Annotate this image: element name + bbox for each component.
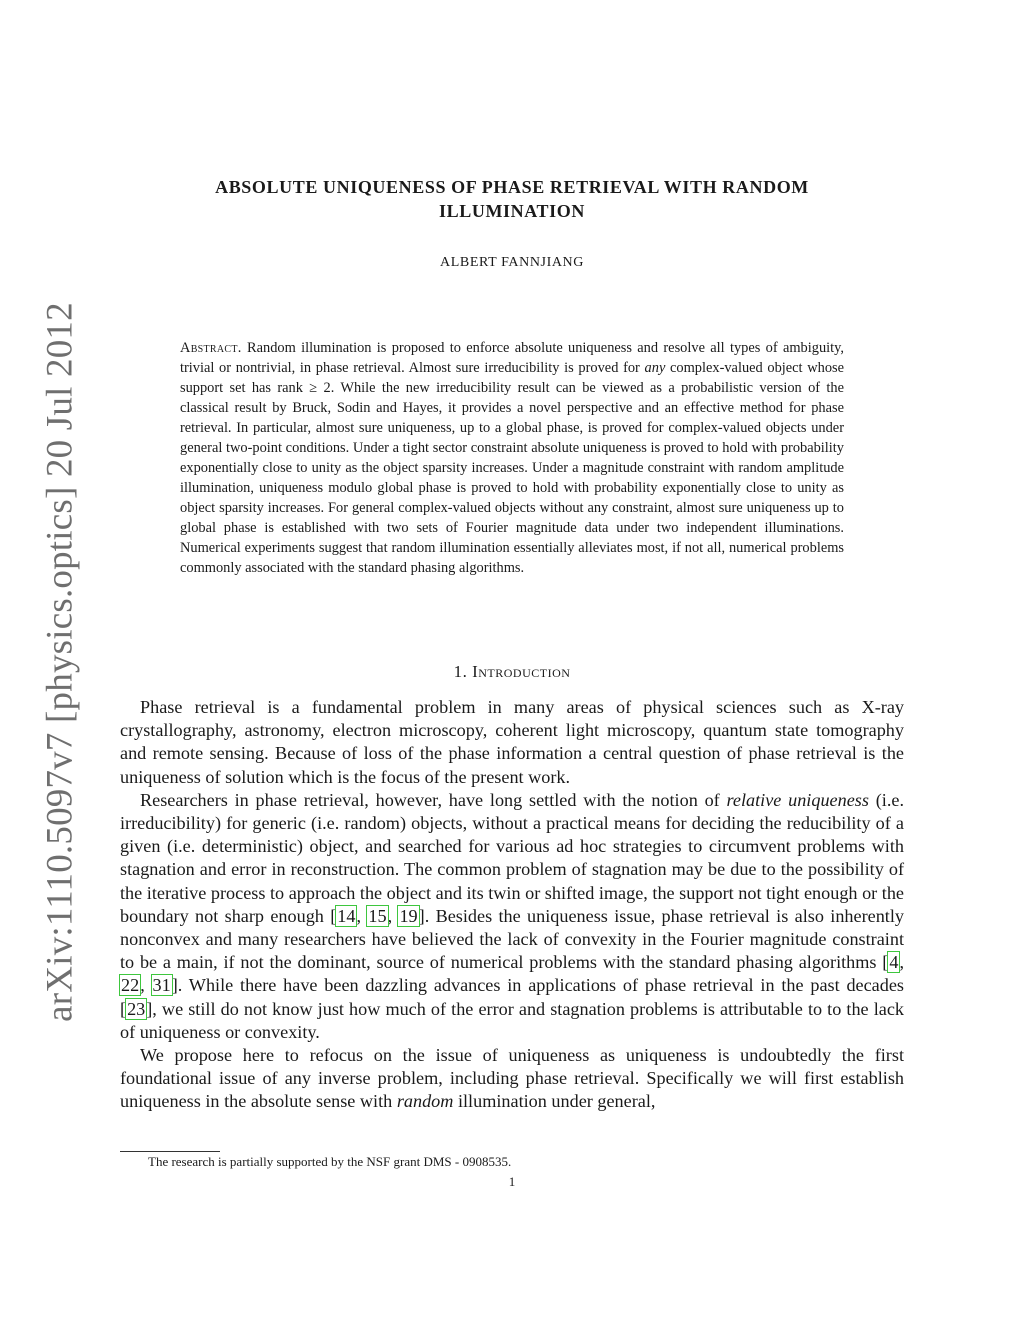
citation-22-link[interactable]: 22 — [121, 975, 140, 996]
paragraph-2 — [120, 789, 904, 1044]
author-name: ALBERT FANNJIANG — [440, 255, 584, 270]
paragraph-2-text-b: (i.e. irreducibility) for generic (i.e. random) objects, without a practical means for deciding the reducibility of a given (i.e. deterministic) object, and searched for various ad hoc strategies to circumvent problems with stagnation and error in reconstruction. The common problem of stagnation may be due to the possibility of the iterative process to approach the object and its twin or shifted image, the support not tight enough or the boundary not sharp enough [ — [120, 789, 904, 926]
paragraph-2-text-d: ]. While there have been dazzling advances in applications of phase retrieval in the past decades [ — [120, 975, 905, 1019]
citation-separator: , — [140, 975, 152, 996]
emphasis-random: random — [396, 1091, 454, 1112]
paragraph-1: Phase retrieval is a fundamental problem in many areas of physical sciences such as X-ray crystallography, astronomy, electron microscopy, coherent light microscopy, quantum state tomography and remote sensing. Because of loss of the phase information a central question of phase retrieval is the uniqueness of solution which is the focus of the present work. — [120, 697, 904, 787]
citation-14-link[interactable]: 14 — [337, 905, 356, 926]
abstract-emphasis-any: any — [644, 360, 666, 376]
citation-separator: , — [387, 905, 399, 926]
title-line-1: ABSOLUTE UNIQUENESS OF PHASE RETRIEVAL WITH RANDOM — [215, 177, 809, 197]
citation-separator: , — [899, 952, 904, 973]
citation-19-link[interactable]: 19 — [399, 905, 418, 926]
citation-23-link[interactable]: 23 — [127, 998, 146, 1019]
citation-separator: , — [356, 905, 368, 926]
introduction-body — [120, 696, 904, 1114]
paragraph-3-text-a: We propose here to refocus on the issue of uniqueness as uniqueness is undoubtedly the first foundational issue of any inverse problem, including phase retrieval. Specifically we will first establish uniqueness in the absolute sense with — [120, 1045, 904, 1112]
paragraph-2-text-c: ]. Besides the uniqueness issue, phase retrieval is also inherently nonconvex and many researchers have believed the lack of convexity in the Fourier magnitude constraint to be a main, if not the dominant, source of numerical problems with the standard phasing algorithms [ — [120, 905, 905, 973]
title-line-2: ILLUMINATION — [439, 201, 585, 221]
abstract-label: Abstract. — [180, 340, 242, 356]
emphasis-relative-uniqueness: relative uniqueness — [726, 789, 869, 810]
paper-title — [120, 175, 904, 223]
citation-15-link[interactable]: 15 — [368, 905, 387, 926]
footnote: The research is partially supported by the NSF grant DMS - 0908535. — [148, 1154, 512, 1169]
paragraph-3-text-b: illumination under general, — [457, 1091, 656, 1112]
paragraph-2-text-a: Researchers in phase retrieval, however, have long settled with the notion of — [140, 789, 720, 810]
paragraph-3 — [120, 1044, 904, 1114]
citation-31-link[interactable]: 31 — [152, 975, 171, 996]
abstract — [180, 338, 844, 578]
abstract-text-2: complex-valued object whose support set has rank ≥ 2. While the new irreducibility result can be viewed as a probabilistic version of the classical result by Bruck, Sodin and Hayes, it provides a novel perspective and an effective method for phase retrieval. In particular, almost sure uniqueness, up to a global phase, is proved for complex-valued objects under general two-point conditions. Under a tight sector constraint absolute uniqueness is proved to hold with probability exponentially close to unity as the object sparsity increases. Under a magnitude constraint with random amplitude illumination, uniqueness modulo global phase is proved to hold with probability exponentially close to unity as object sparsity increases. For general complex-valued objects without any constraint, almost sure uniqueness up to global phase is established with two sets of Fourier magnitude data under two independent illuminations. Numerical experiments suggest that random illumination essentially alleviates most, if not all, numerical problems commonly associated with the standard phasing algorithms. — [180, 360, 845, 576]
page-number: 1 — [508, 1174, 516, 1189]
arxiv-identifier: arXiv:1110.5097v7 [physics.optics] 20 Jul 2012 — [39, 302, 81, 1022]
abstract-text-1: Random illumination is proposed to enforce absolute uniqueness and resolve all types of ambiguity, trivial or nontrivial, in phase retrieval. Almost sure irreducibility is proved for — [180, 340, 844, 376]
footnote-divider — [120, 1151, 220, 1152]
citation-4-link[interactable]: 4 — [889, 952, 899, 973]
section-heading-introduction: 1. Introduction — [453, 662, 571, 681]
paragraph-2-text-e: ], we still do not know just how much of the error and stagnation problems is attributable to to the lack of uniqueness or convexity. — [120, 998, 904, 1042]
